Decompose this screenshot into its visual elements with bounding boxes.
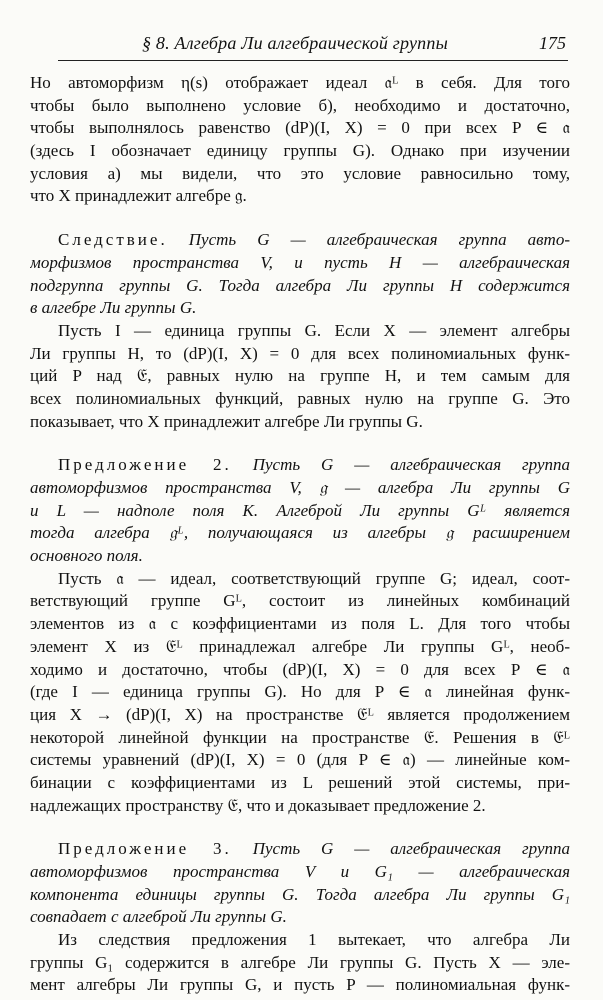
text-line: [30, 454, 570, 477]
page-body: [30, 72, 570, 997]
text-line: компонента единицы группы G. Тогда алгебра Ли группы G₁: [30, 884, 570, 904]
text-line: совпадает с алгеброй Ли группы G.: [30, 907, 287, 927]
paragraph: [30, 929, 570, 997]
text-line: подгруппа группы G. Тогда алгебра Ли группы H содержится: [30, 275, 570, 295]
proposition-2: [30, 454, 570, 567]
text-line: ветствующий группе Gᴸ, состоит из линейных комбинаций: [30, 591, 570, 611]
text-line: ций P над 𝔈, равных нулю на группе H, и тем самым для: [30, 366, 570, 386]
text-line: тогда алгебра 𝔤ᴸ, получающаяся из алгебры 𝔤 расширением: [30, 523, 570, 543]
text-line: системы уравнений (dP)(I, X) = 0 (для P ∈ 𝔞) — линейные ком-: [30, 750, 570, 770]
text-line: чтобы было выполнено условие б), необходимо и достаточно,: [30, 95, 570, 115]
proposition-3: [30, 838, 570, 929]
page-number: 175: [539, 33, 566, 53]
paragraph: [30, 568, 570, 818]
text-line: чтобы выполнялось равенство (dP)(I, X) = 0 при всех P ∈ 𝔞: [30, 118, 570, 138]
text-line: показывает, что X принадлежит алгебре Ли группы G.: [30, 411, 423, 431]
text-line: ция X → (dP)(I, X) на пространстве 𝔈ᴸ является продолжением: [30, 704, 570, 724]
text-line: надлежащих пространству 𝔈, что и доказывает предложение 2.: [30, 795, 486, 815]
paragraph: [30, 72, 570, 208]
text-line: Пусть I — единица группы G. Если X — элемент алгебры: [58, 320, 570, 340]
text-line: Ли группы H, то (dP)(I, X) = 0 для всех полиномиальных функ-: [30, 343, 570, 363]
text-line: автоморфизмов пространства V и G₁ — алгебраическая: [30, 862, 570, 881]
text-line: ходимо и достаточно, чтобы (dP)(I, X) = 0 для всех P ∈ 𝔞: [30, 659, 570, 679]
text-line: (здесь I обозначает единицу группы G). Однако при изучении: [30, 141, 570, 161]
statement-text: Пусть G — алгебраическая группа: [252, 839, 570, 859]
text-line: [30, 229, 570, 252]
text-line: элемент X из 𝔈ᴸ принадлежал алгебре Ли группы Gᴸ, необ-: [30, 636, 570, 656]
corollary-term: Следствие.: [58, 230, 168, 250]
statement-text: Пусть G — алгебраическая группа: [252, 455, 570, 475]
text-line: условия а) мы видели, что это условие равносильно тому,: [30, 163, 570, 183]
text-line: (где I — единица группы G). Но для P ∈ 𝔞 линейная функ-: [30, 682, 570, 702]
text-line: некоторой линейной функции на пространстве 𝔈. Решения в 𝔈ᴸ: [30, 727, 570, 747]
proposition-term: Предложение 2.: [58, 455, 232, 475]
text-line: морфизмов пространства V, и пусть H — алгебраическая: [30, 252, 570, 272]
paragraph: [30, 320, 570, 433]
running-title: § 8. Алгебра Ли алгебраической группы: [142, 33, 448, 53]
text-line: мент алгебры Ли группы G, и пусть P — полиномиальная функ-: [30, 975, 570, 995]
text-line: элементов из 𝔞 с коэффициентами из поля L. Для того чтобы: [30, 614, 570, 634]
text-line: [30, 838, 570, 861]
text-line: основного поля.: [30, 546, 143, 566]
text-line: группы G₁ содержится в алгебре Ли группы G. Пусть X — эле-: [30, 952, 570, 972]
text-line: бинации с коэффициентами из L решений этой системы, при-: [30, 772, 570, 792]
text-line: в алгебре Ли группы G.: [30, 298, 197, 318]
text-line: Но автоморфизм η(s) отображает идеал 𝔞ᴸ в себя. Для того: [30, 73, 570, 92]
statement-text: Пусть G — алгебраическая группа авто-: [188, 230, 570, 250]
text-line: автоморфизмов пространства V, 𝔤 — алгебра Ли группы G: [30, 478, 570, 497]
corollary: [30, 229, 570, 320]
text-line: Из следствия предложения 1 вытекает, что алгебра Ли: [58, 930, 570, 950]
text-line: всех полиномиальных функций, равных нулю на группе G. Это: [30, 388, 570, 408]
text-line: Пусть 𝔞 — идеал, соответствующий группе G; идеал, соот-: [58, 568, 570, 588]
text-line: что X принадлежит алгебре 𝔤.: [30, 186, 247, 206]
page-header: [58, 30, 568, 61]
proposition-term: Предложение 3.: [58, 839, 232, 859]
text-line: и L — надполе поля K. Алгеброй Ли группы Gᴸ является: [30, 500, 570, 520]
